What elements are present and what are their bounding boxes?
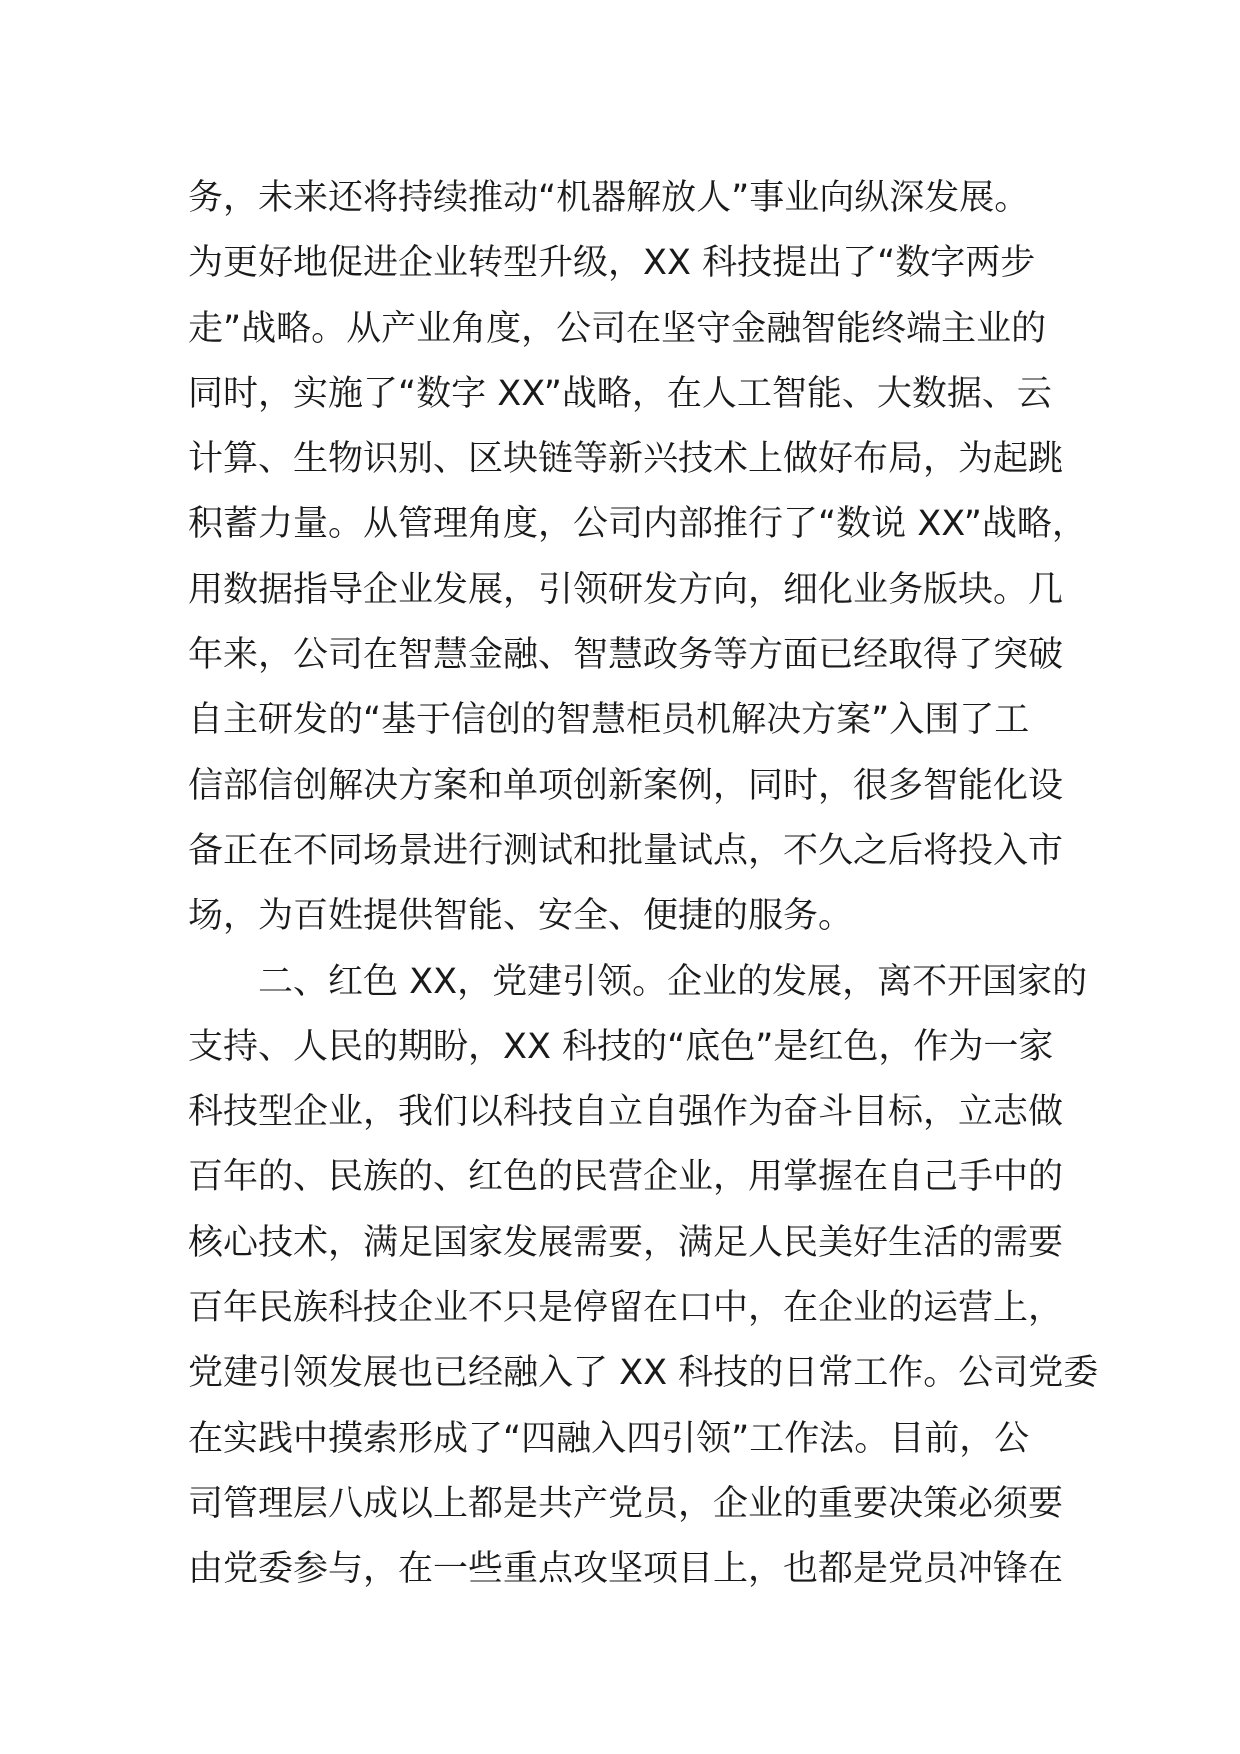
- text-line: 年来，公司在智慧金融、智慧政务等方面已经取得了突破: [188, 635, 1064, 676]
- text-line: 支持、人民的期盼，XX 科技的“底色”是红色，作为一家: [188, 1026, 1054, 1067]
- text-line: 科技型企业，我们以科技自立自强作为奋斗目标，立志做: [188, 1092, 1064, 1133]
- text-line: 百年民族科技企业不只是停留在口中，在企业的运营上，: [188, 1288, 1064, 1329]
- section-heading-line: 二、红色 XX，党建引领。企业的发展，离不开国家的: [258, 961, 1088, 1002]
- text-line: 百年的、民族的、红色的民营企业，用掌握在自己手中的: [188, 1157, 1064, 1198]
- text-line: 走”战略。从产业角度，公司在坚守金融智能终端主业的: [188, 308, 1047, 349]
- text-line: 在实践中摸索形成了“四融入四引领”工作法。目前，公: [188, 1418, 1030, 1459]
- text-line: 务，未来还将持续推动“机器解放人”事业向纵深发展。: [188, 178, 1030, 218]
- text-line: 核心技术，满足国家发展需要，满足人民美好生活的需要: [188, 1222, 1064, 1263]
- text-line: 备正在不同场景进行测试和批量试点，不久之后将投入市: [188, 830, 1064, 871]
- text-line: 用数据指导企业发展，引领研发方向，细化业务版块。几: [188, 569, 1064, 610]
- text-line: 司管理层八成以上都是共产党员，企业的重要决策必须要: [188, 1483, 1064, 1524]
- text-line: 自主研发的“基于信创的智慧柜员机解决方案”入围了工: [188, 700, 1030, 741]
- text-line: 场，为百姓提供智能、安全、便捷的服务。: [188, 896, 854, 937]
- text-line: 为更好地促进企业转型升级，XX 科技提出了“数字两步: [188, 243, 1036, 284]
- text-line: 党建引领发展也已经融入了 XX 科技的日常工作。公司党委: [188, 1353, 1099, 1394]
- text-line: 信部信创解决方案和单项创新案例，同时，很多智能化设: [188, 765, 1064, 806]
- body-text: [188, 166, 1099, 1603]
- text-line: 积蓄力量。从管理角度，公司内部推行了“数说 XX”战略，: [188, 504, 1087, 545]
- text-line: 计算、生物识别、区块链等新兴技术上做好布局，为起跳: [188, 439, 1064, 480]
- text-line: 由党委参与，在一些重点攻坚项目上，也都是党员冲锋在: [188, 1549, 1064, 1590]
- text-line: 同时，实施了“数字 XX”战略，在人工智能、大数据、云: [188, 373, 1052, 414]
